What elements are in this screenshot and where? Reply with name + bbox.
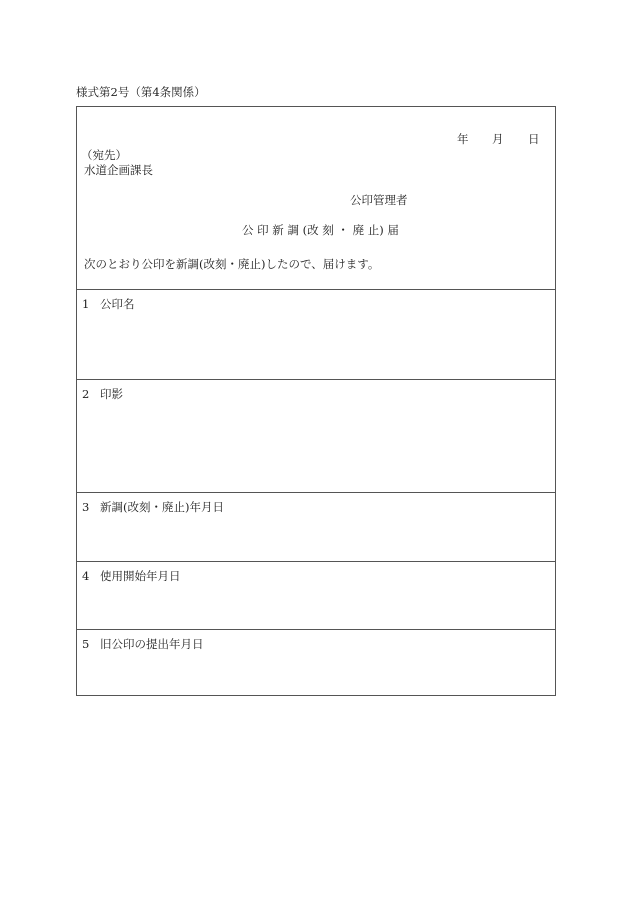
item-row-old-seal-date <box>77 629 555 697</box>
applicant: 公印管理者 <box>350 193 408 207</box>
item-label: 印影 <box>100 387 123 401</box>
item-label: 新調(改刻・廃止)年月日 <box>100 500 224 514</box>
date-month: 月 <box>492 132 504 146</box>
item-label: 公印名 <box>100 297 135 311</box>
item-row-seal-name <box>77 289 555 380</box>
date-day: 日 <box>528 132 540 146</box>
item-number: 1 <box>82 297 90 311</box>
statement: 次のとおり公印を新調(改刻・廃止)したので、届けます。 <box>84 257 380 271</box>
document-title: 公 印 新 調 (改 刻 ・ 廃 止) 届 <box>242 223 399 237</box>
notification-form <box>76 106 556 696</box>
item-number: 4 <box>82 569 90 583</box>
item-label: 旧公印の提出年月日 <box>100 637 204 651</box>
form-number: 様式第2号（第4条関係） <box>76 85 206 99</box>
item-label: 使用開始年月日 <box>100 569 181 583</box>
date-year: 年 <box>457 132 469 146</box>
addressee: 水道企画課長 <box>84 163 153 177</box>
item-number: 3 <box>82 500 90 514</box>
item-row-seal-impression <box>77 379 555 493</box>
item-row-start-date <box>77 561 555 630</box>
item-number: 2 <box>82 387 90 401</box>
item-number: 5 <box>82 637 90 651</box>
item-row-creation-date <box>77 492 555 562</box>
addressee-label: （宛先） <box>81 148 127 162</box>
